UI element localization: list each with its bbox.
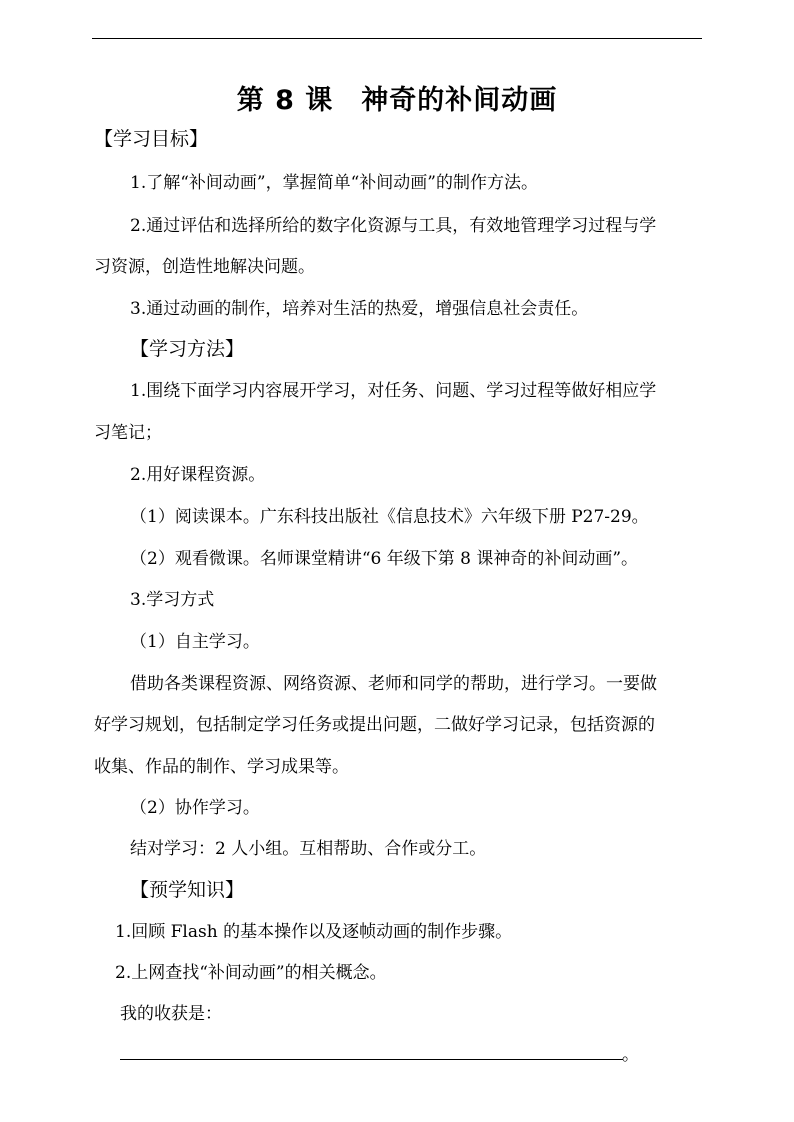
header-rule [92, 38, 702, 39]
method-item-1-line-2: 习笔记； [94, 423, 162, 443]
method-item-2: 2.用好课程资源。 [130, 465, 266, 485]
answer-blank-period: 。 [622, 1045, 639, 1065]
section-heading-goals: 【学习目标】 [94, 128, 209, 150]
method-paragraph-line-3: 收集、作品的制作、学习成果等。 [94, 757, 349, 777]
method-pair-study: 结对学习：2 人小组。互相帮助、合作或分工。 [130, 839, 487, 859]
preview-item-1: 1.回顾 Flash 的基本操作以及逐帧动画的制作步骤。 [115, 922, 513, 942]
page-title: 第 8 课 神奇的补间动画 [236, 85, 558, 116]
method-item-3: 3.学习方式 [130, 590, 215, 610]
goal-item-1: 1.了解“补间动画”，掌握简单“补间动画”的制作方法。 [130, 173, 538, 193]
section-heading-preview: 【预学知识】 [130, 879, 245, 901]
method-paragraph-line-1: 借助各类课程资源、网络资源、老师和同学的帮助，进行学习。一要做 [130, 674, 657, 694]
method-item-1-line-1: 1.围绕下面学习内容展开学习，对任务、问题、学习过程等做好相应学 [130, 381, 657, 401]
section-heading-methods: 【学习方法】 [130, 338, 245, 360]
goal-item-3: 3.通过动画的制作，培养对生活的热爱，增强信息社会责任。 [130, 299, 589, 319]
answer-blank-line[interactable] [120, 1059, 623, 1060]
goal-item-2-line-2: 习资源，创造性地解决问题。 [94, 257, 315, 277]
method-item-3-sub-2: （2）协作学习。 [130, 798, 260, 818]
preview-item-2: 2.上网查找“补间动画”的相关概念。 [115, 963, 387, 983]
method-item-2-sub-2: （2）观看微课。名师课堂精讲“6 年级下第 8 课神奇的补间动画”。 [130, 549, 639, 569]
goal-item-2-line-1: 2.通过评估和选择所给的数字化资源与工具，有效地管理学习过程与学 [130, 216, 657, 236]
harvest-label: 我的收获是： [120, 1004, 222, 1024]
method-item-2-sub-1: （1）阅读课本。广东科技出版社《信息技术》六年级下册 P27-29。 [130, 507, 649, 527]
method-paragraph-line-2: 好学习规划，包括制定学习任务或提出问题，二做好学习记录，包括资源的 [94, 715, 655, 735]
method-item-3-sub-1: （1）自主学习。 [130, 632, 260, 652]
